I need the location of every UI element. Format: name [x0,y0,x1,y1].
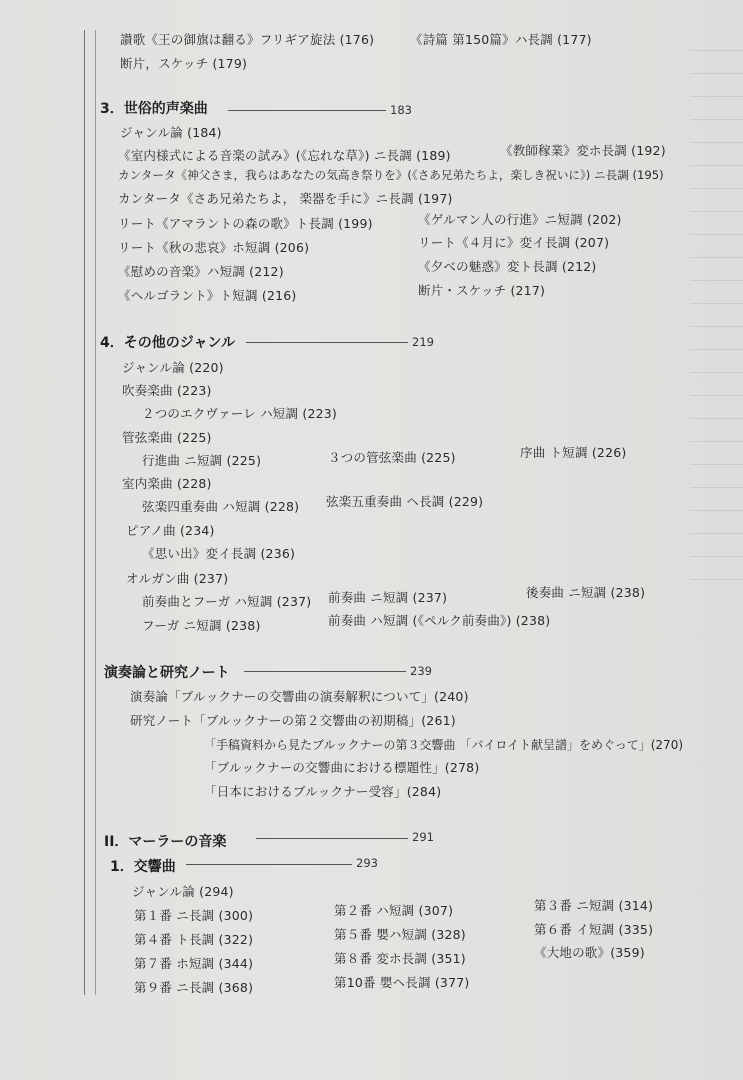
toc-entry: ２つのエクヴァーレ ハ短調 (223) [142,406,337,421]
toc-entry: オルガン曲 (237) [126,571,229,586]
toc-entry: ジャンル論 (220) [122,360,224,375]
toc-entry: 第10番 嬰ヘ長調 (377) [334,975,470,990]
toc-entry: 断片・スケッチ (217) [418,283,546,298]
toc-entry: リート《秋の悲哀》ホ短調 (206) [118,240,310,255]
toc-entry: 断片，スケッチ (179) [120,56,248,71]
section-heading: 3．世俗的声楽曲 [100,101,208,117]
toc-entry: 讃歌《王の御旗は翻る》フリギア旋法 (176) [120,32,375,47]
leader-line [244,671,406,672]
toc-entry: 前奏曲 ニ短調 (237) [328,590,448,605]
section-heading: 1．交響曲 [110,859,176,875]
toc-entry: 室内楽曲 (228) [122,476,212,491]
toc-entry: ３つの管弦楽曲 (225) [328,450,456,465]
toc-entry: 《大地の歌》(359) [534,945,645,960]
toc-entry: 前奏曲 ハ短調 (《ペルク前奏曲》) (238) [328,613,551,628]
section-heading: 演奏論と研究ノート [104,665,230,681]
margin-rule-inner [95,30,96,995]
toc-entry: 《教師稼業》変ホ長調 (192) [500,143,666,158]
toc-entry: 《ヘルゴラント》ト短調 (216) [118,288,297,303]
toc-entry: 「日本におけるブルックナー受容」(284) [204,784,442,799]
toc-entry: 弦楽五重奏曲 ヘ長調 (229) [326,494,484,509]
toc-entry: ジャンル論 (184) [120,125,222,140]
toc-entry: 第１番 ニ長調 (300) [134,908,254,923]
toc-entry: ジャンル論 (294) [132,884,234,899]
toc-entry: 前奏曲とフーガ ハ短調 (237) [142,594,312,609]
toc-entry: 序曲 ト短調 (226) [520,445,627,460]
toc-entry: 第３番 ニ短調 (314) [534,898,654,913]
toc-entry: 《詩篇 第150篇》ハ長調 (177) [410,32,592,47]
toc-entry: 第７番 ホ短調 (344) [134,956,254,971]
leader-line [228,110,386,111]
section-page-number: 293 [356,856,378,870]
toc-entry: 第４番 ト長調 (322) [134,932,254,947]
toc-entry: 第８番 変ホ長調 (351) [334,951,466,966]
toc-entry: 第２番 ハ短調 (307) [334,903,454,918]
toc-entry: 「手稿資料から見たブルックナーの第３交響曲 「バイロイト献呈譜」をめぐって」(270) [204,738,684,752]
toc-entry: 《思い出》変イ長調 (236) [142,546,296,561]
toc-entry: 第９番 ニ長調 (368) [134,980,254,995]
toc-entry: ピアノ曲 (234) [126,523,215,538]
toc-entry: 管弦楽曲 (225) [122,430,212,445]
toc-entry: 弦楽四重奏曲 ハ短調 (228) [142,499,300,514]
toc-entry: 吹奏楽曲 (223) [122,383,212,398]
toc-entry: 第６番 イ短調 (335) [534,922,654,937]
toc-entry: 行進曲 ニ短調 (225) [142,453,262,468]
toc-entry: リート《アマラントの森の歌》ト長調 (199) [118,216,373,231]
bleed-through-text [690,50,743,650]
section-page-number: 239 [410,664,432,678]
toc-entry: 《室内様式による音楽の試み》(《忘れな草》) ニ長調 (189) [118,148,451,163]
toc-entry: カンタータ《さあ兄弟たちよ， 楽器を手に》ニ長調 (197) [118,191,453,206]
part-heading: II．マーラーの音楽 [104,834,227,850]
toc-entry: 「ブルックナーの交響曲における標題性」(278) [204,760,480,775]
leader-line [186,864,352,865]
toc-entry: リート《４月に》変イ長調 (207) [418,235,610,250]
toc-entry: 研究ノート「ブルックナーの第２交響曲の初期稿」(261) [130,713,456,728]
toc-entry: 第５番 嬰ハ短調 (328) [334,927,466,942]
section-page-number: 183 [390,103,412,117]
section-page-number: 219 [412,335,434,349]
toc-entry: 《ゲルマン人の行進》ニ短調 (202) [418,212,622,227]
margin-rule [84,30,85,995]
toc-entry: フーガ ニ短調 (238) [142,618,261,633]
toc-entry: 《慰めの音楽》ハ短調 (212) [118,264,284,279]
toc-entry: カンタータ《神父さま，我らはあなたの気高き祭りを》(《さあ兄弟たちよ，楽しき祝いに》) ニ長調 (195) [118,168,664,182]
section-heading: 4．その他のジャンル [100,335,236,351]
toc-entry: 《夕べの魅惑》変ト長調 (212) [418,259,597,274]
leader-line [246,342,408,343]
leader-line [256,838,408,839]
toc-entry: 演奏論「ブルックナーの交響曲の演奏解釈について」(240) [130,689,469,704]
toc-entry: 後奏曲 ニ短調 (238) [526,585,646,600]
part-page-number: 291 [412,830,434,844]
